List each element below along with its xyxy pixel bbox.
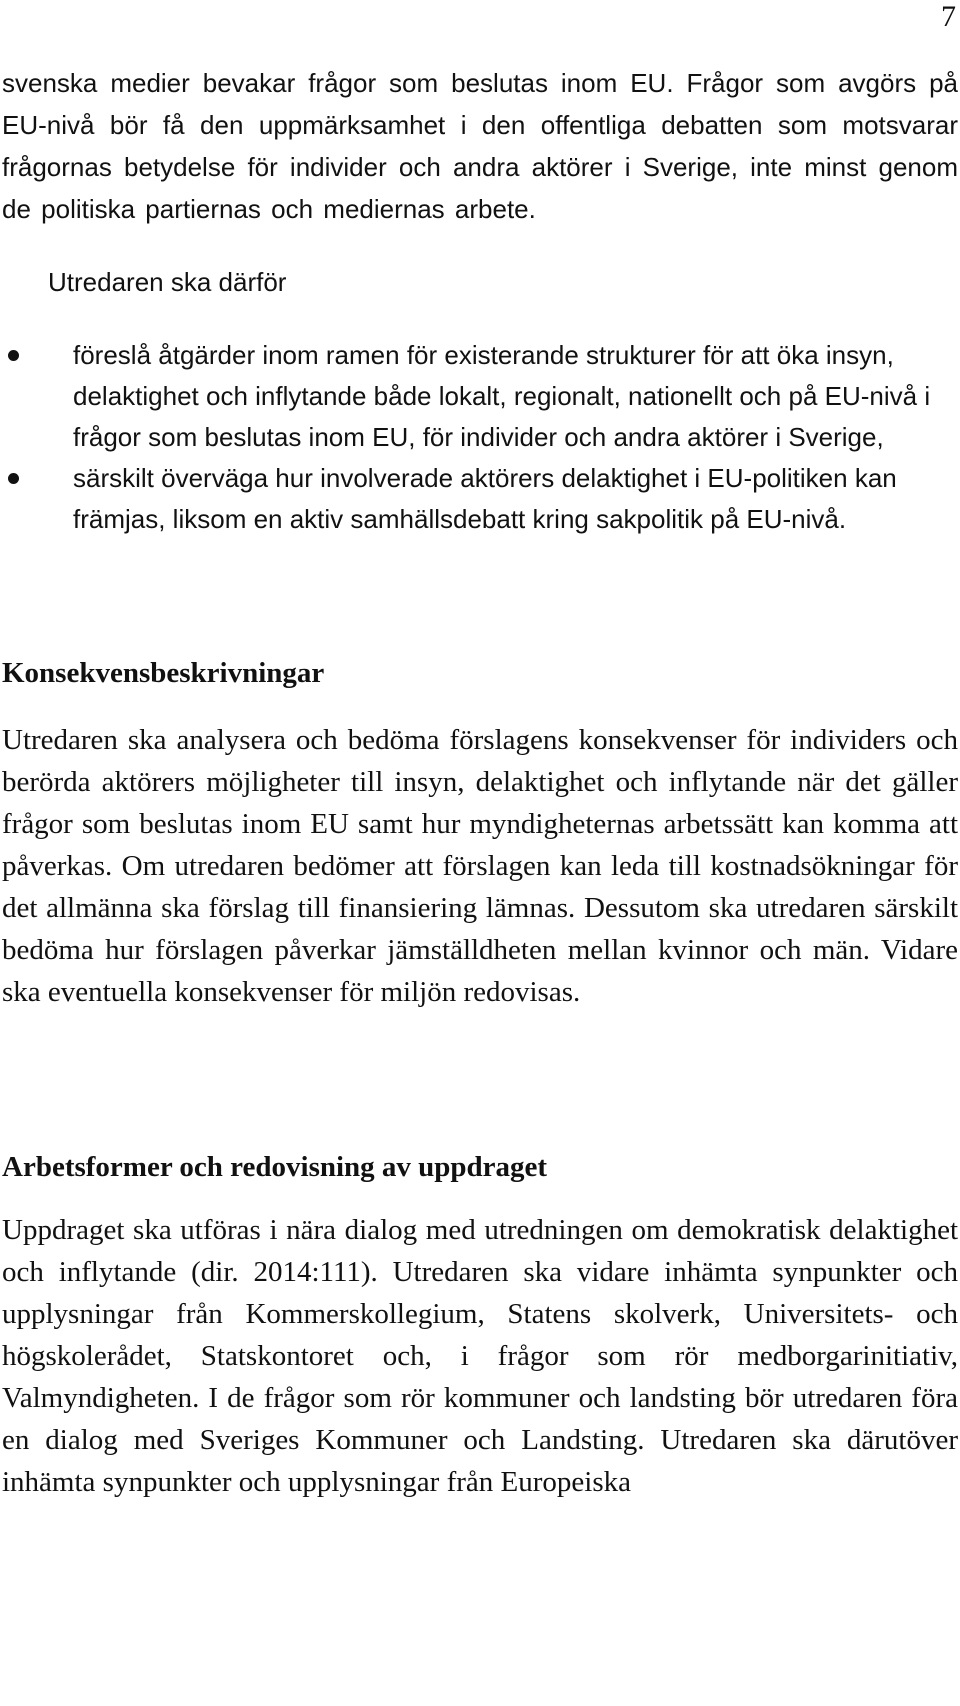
page-number: 7 xyxy=(941,0,956,33)
bullet-text: föreslå åtgärder inom ramen för existerande strukturer för att öka insyn, delaktighet och inflytande både lokalt, regionalt, nationellt och på EU-nivå i frågor som beslutas inom EU, för individer och andra aktörer i Sverige, xyxy=(73,340,931,452)
bullet-icon xyxy=(8,350,19,361)
intro-text: Utredaren ska därför xyxy=(48,267,287,297)
opening-paragraph: svenska medier bevakar frågor som beslutas inom EU. Frågor som avgörs på EU-nivå bör få den uppmärksamhet i den offentliga debatten som motsvarar frågornas betydelse för individer och andra aktörer i Sverige, inte minst genom de politiska partiernas och mediernas arbete. xyxy=(2,68,958,224)
section-heading-arbetsformer: Arbetsformer och redovisning av uppdraget xyxy=(2,1151,548,1183)
list-item xyxy=(0,458,960,540)
bullet-icon xyxy=(8,473,19,484)
section-heading-konsekvensbeskrivningar: Konsekvensbeskrivningar xyxy=(2,657,325,689)
list-item xyxy=(0,335,960,458)
section-body-konsekvensbeskrivningar: Utredaren ska analysera och bedöma förslagens konsekvenser för individers och berörda aktörers möjligheter till insyn, delaktighet och inflytande när det gäller frågor som beslutas inom EU samt hur myndigheternas arbetssätt kan komma att påverkas. Om utredaren bedömer att förslagen kan leda till kostnadsökningar för det allmänna ska förslag till finansiering lämnas. Dessutom ska utredaren särskilt bedöma hur förslagen påverkar jämställdheten mellan kvinnor och män. Vidare ska eventuella konsekvenser för miljön redovisas. xyxy=(2,724,958,1008)
bullet-text: särskilt överväga hur involverade aktörers delaktighet i EU-politiken kan främjas, liksom en aktiv samhällsdebatt kring sakpolitik på EU-nivå. xyxy=(73,463,897,534)
section-body-arbetsformer: Uppdraget ska utföras i nära dialog med utredningen om demokratisk delaktighet och inflytande (dir. 2014:111). Utredaren ska vidare inhämta synpunkter och upplysningar från Kommerskollegium, Statens skolverk, Universitets- och högskolerådet, Statskontoret och, i frågor som rör medborgarinitiativ, Valmyndigheten. I de frågor som rör kommuner och landsting bör utredaren föra en dialog med Sveriges Kommuner och Landsting. Utredaren ska därutöver inhämta synpunkter och upplysningar från Europeiska xyxy=(2,1214,958,1498)
bullet-list xyxy=(0,335,960,540)
